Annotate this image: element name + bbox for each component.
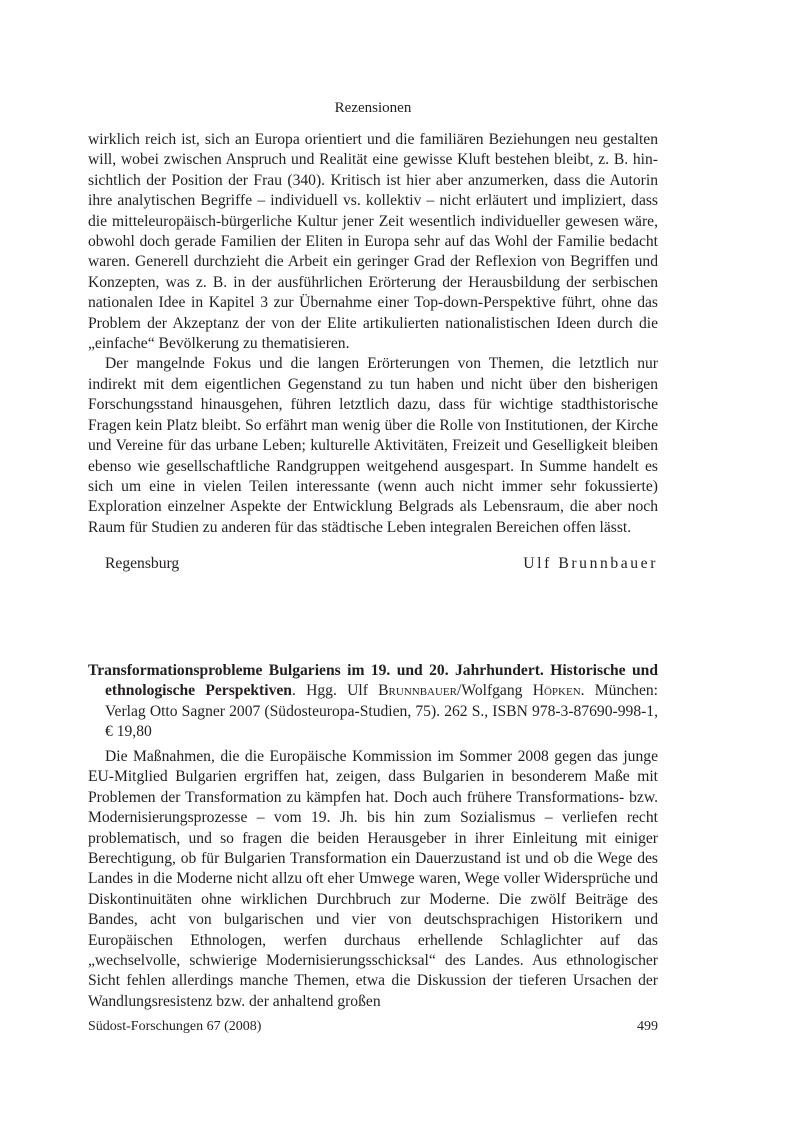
editor-surname: Brunnbauer <box>378 682 457 700</box>
page-footer <box>88 1019 658 1035</box>
review-signature <box>105 555 658 573</box>
review-heading: Transformationsprobleme Bulgariens im 19. und 20. Jahrhundert. Historische und ethnologische Perspektiven. Hgg. Ulf Brunnbauer/Wolfgang Höpken. München: Verlag Otto Sagner 2007 (Südosteuropa-Studien, 75). 262 S., ISBN 978-3-87690-998-1, € 19,80 <box>88 662 659 741</box>
editor-first-name: Wolfgang <box>461 682 523 700</box>
signature-place: Regensburg <box>105 555 180 572</box>
signature-author: Ulf Brunnbauer <box>523 555 658 572</box>
journal-citation: Südost-Forschungen 67 (2008) <box>88 1019 262 1034</box>
paragraph: Die Maßnahmen, die die Europäische Kommission im Sommer 2008 gegen das junge EU-Mitglied Bulgarien ergriffen hat, zeigen, dass Bulgarien in besonderem Maße mit Problemen der Transformation zu kämpfen hat. Doch auch frühere Transformations- bzw. Modernisierungsprozesse – vom 19. Jh. bis hin zum Sozialismus – verliefen recht problematisch, und so fragen die beiden Herausgeber in ihrer Einleitung mit einiger Berechtigung, ob für Bulgarien Transformation ein Dauerzustand ist und ob die Wege des Landes in die Moderne nicht allzu oft eher Umwege waren, Wege voller Widersprüche und Diskontinuitäten ohne wirklichen Durchbruch zur Moderne. Die zwölf Beiträge des Bandes, acht von bulgarischen und vier von deutschsprachigen Historikern und Europäischen Ethnologen, werfen durchaus erhellende Schlaglichter auf das „wechselvolle, schwierige Modernisierungsschicksal“ des Landes. Aus ethnologischer Sicht fehlen allerdings manche Themen, etwa die Diskussion der tieferen Ursachen der Wandlungsresistenz bzw. der anhaltend großen <box>88 748 658 1010</box>
paragraph: Der mangelnde Fokus und die langen Erörterungen von Themen, die letztlich nur indirekt mit dem eigentlichen Gegenstand zu tun haben und nicht über den bisherigen Forschungsstand hinausgehen, führen letztlich dazu, dass für wichtige stadthistorische Fragen kein Platz bleibt. So erfährt man wenig über die Rolle von Institutionen, der Kirche und Vereine für das urbane Leben; kulturelle Aktivitäten, Freizeit und Geselligkeit bleiben ebenso wie gesellschaftliche Randgruppen weitgehend ausgespart. In Summe handelt es sich um eine in vielen Teilen interessante (wenn auch nicht immer sehr fokussierte) Exploration einzelner Aspekte der Entwicklung Belgrads als Lebensraum, die aber noch Raum für Studien zu anderen für das städtische Leben integralen Bereichen offen lässt. <box>88 355 658 536</box>
review-continuation <box>88 130 658 538</box>
running-header: Rezensionen <box>334 100 412 116</box>
paragraph: wirklich reich ist, sich an Europa orientiert und die familiären Beziehungen neu gestalten will, wobei zwischen Anspruch und Realität eine gewisse Kluft bestehen bleibt, z. B. hinsichtlich der Position der Frau (340). Kritisch ist hier aber anzumerken, dass die Autorin ihre analytischen Begriffe – individuell vs. kollektiv – nicht erläutert und impliziert, dass die mitteleuropäisch-bürgerliche Kultur jener Zeit wesentlich individueller gewesen wäre, obwohl doch gerade Familien der Eliten in Europa sehr auf das Wohl der Familie bedacht waren. Generell durchzieht die Arbeit ein geringer Grad der Reflexion von Begriffen und Konzepten, was z. B. in der ausführlichen Erörterung der Herausbildung der serbischen nationalen Idee in Kapitel 3 zur Übernahme einer Top-down-Perspektive führt, ohne das Problem der Akzeptanz der von der Elite artikulierten nationalistischen Ideen durch die „einfache“ Bevölkerung zu thematisieren. <box>88 131 658 353</box>
editor-surname: Höpken <box>532 682 581 700</box>
page-number: 499 <box>637 1019 658 1034</box>
publication-details: München: Verlag Otto Sagner 2007 (Südosteuropa-Studien, 75). 262 S., ISBN 978-3-87690-998-1, € 19,80 <box>105 682 659 741</box>
book-title: Transformationsprobleme Bulgariens im 19. und 20. Jahrhundert. Historische und ethnologische Perspektiven <box>88 662 658 700</box>
editors-prefix: Hgg. Ulf <box>306 682 368 700</box>
review-body <box>88 747 658 1012</box>
